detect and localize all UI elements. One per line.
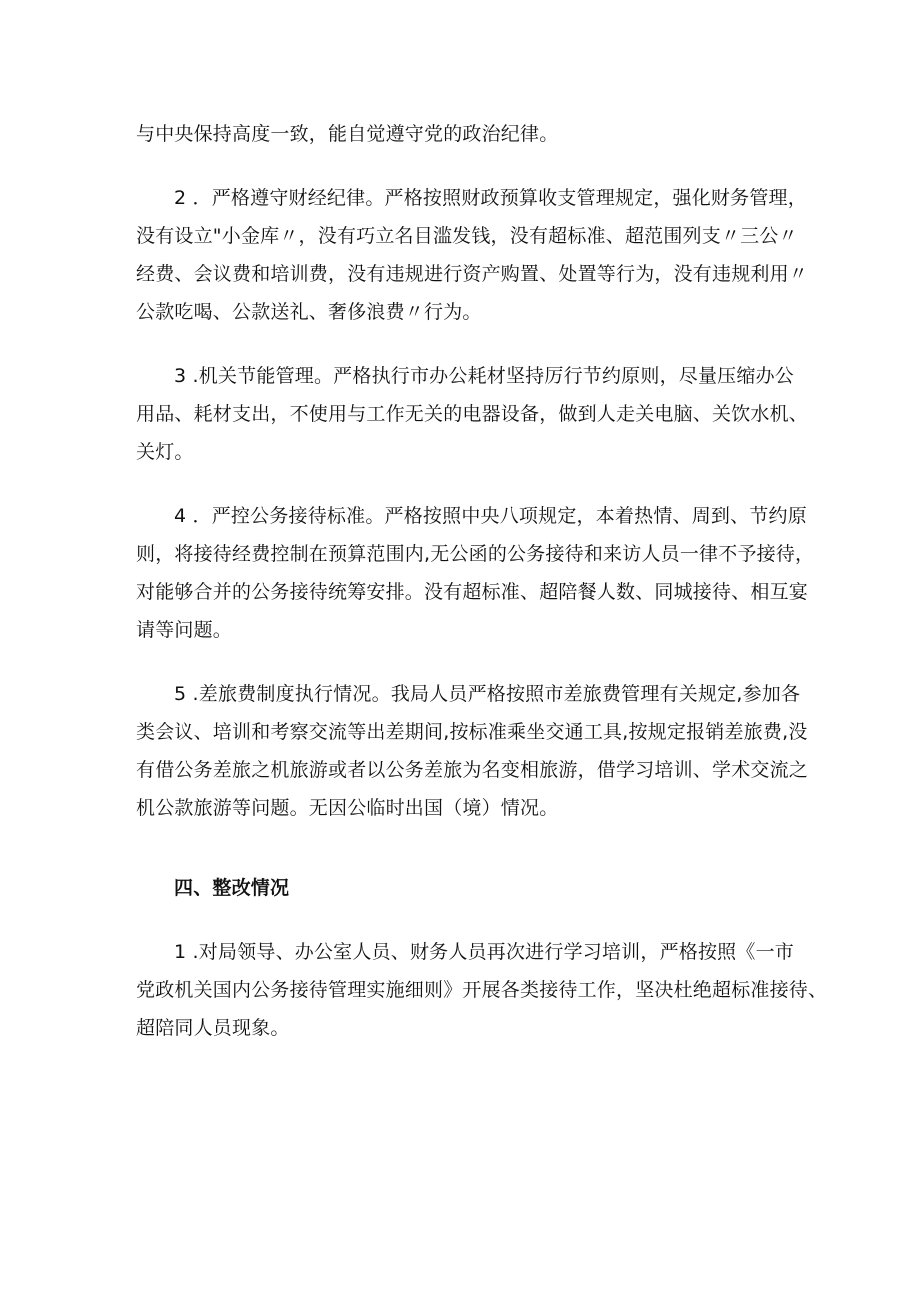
paragraph-line: 则，将接待经费控制在预算范围内,无公函的公务接待和来访人员一律不予接待， (136, 543, 815, 565)
paragraph-line: 4 ．严控公务接待标准。严格按照中央八项规定，本着热情、周到、节约原 (174, 505, 807, 527)
paragraph-line: 公款吃喝、公款送礼、奢侈浪费〃行为。 (136, 301, 482, 323)
paragraph-line: 5 .差旅费制度执行情况。我局人员严格按照市差旅费管理有关规定,参加各 (174, 683, 801, 705)
paragraph-line: 机公款旅游等问题。无因公临时出国（境）情况。 (136, 797, 559, 819)
paragraph-line: 与中央保持高度一致，能自觉遵守党的政治纪律。 (136, 123, 559, 145)
paragraph-line: 2 ．严格遵守财经纪律。严格按照财政预算收支管理规定，强化财务管理， (174, 187, 807, 209)
paragraph-line: 3 .机关节能管理。严格执行市办公耗材坚持厉行节约原则，尽量压缩办公 (174, 365, 794, 387)
paragraph-line: 超陪同人员现象。 (136, 1017, 290, 1039)
paragraph-line: 请等问题。 (136, 619, 233, 641)
paragraph-line: 没有设立"小金库〃，没有巧立名目滥发钱，没有超标准、超范围列支〃三公〃 (136, 225, 798, 247)
paragraph-line: 用品、耗材支出，不使用与工作无关的电器设备，做到人走关电脑、关饮水机、 (136, 403, 809, 425)
section-heading: 四、整改情况 (174, 877, 290, 899)
paragraph-line: 1 .对局领导、办公室人员、财务人员再次进行学习培训，严格按照《一市 (174, 941, 794, 963)
paragraph-line: 经费、会议费和培训费，没有违规进行资产购置、处置等行为，没有违规利用〃 (136, 263, 809, 285)
paragraph-line: 党政机关国内公务接待管理实施细则》开展各类接待工作，坚决杜绝超标准接待、 (136, 979, 828, 1001)
paragraph-line: 类会议、培训和考察交流等出差期间,按标准乘坐交通工具,按规定报销差旅费,没 (136, 721, 808, 743)
paragraph-line: 对能够合并的公务接待统筹安排。没有超标准、超陪餐人数、同城接待、相互宴 (136, 581, 809, 603)
paragraph-line: 有借公务差旅之机旅游或者以公务差旅为名变相旅游，借学习培训、学术交流之 (136, 759, 809, 781)
paragraph-line: 关灯。 (136, 441, 194, 463)
